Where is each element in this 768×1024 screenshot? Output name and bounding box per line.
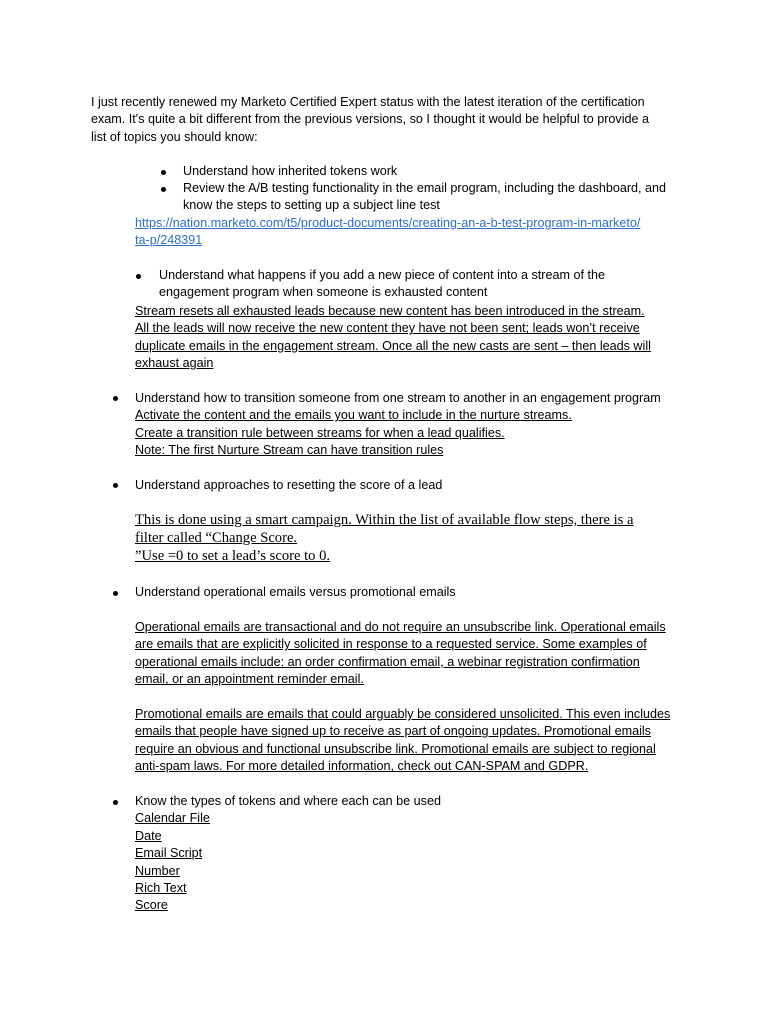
bullet-icon [113, 591, 118, 596]
topic-label: Understand approaches to resetting the score of a lead [135, 478, 443, 492]
hyperlink-line[interactable]: ta-p/248391 [135, 233, 203, 248]
answer-line: duplicate emails in the engagement stream. Once all the new casts are sent – then leads will [135, 338, 651, 353]
answer-line: All the leads will now receive the new content they have not been sent; leads won’t receive [135, 321, 640, 336]
intro-line: I just recently renewed my Marketo Certified Expert status with the latest iteration of the certification [91, 95, 645, 109]
bullet-icon [113, 483, 118, 488]
token-type-item: Score [135, 898, 168, 913]
stream-content-answer [135, 303, 651, 373]
topic-label: engagement program when someone is exhausted content [159, 285, 488, 300]
ab-test-link[interactable] [135, 215, 640, 250]
answer-line: filter called “Change Score. [135, 529, 298, 546]
token-type-item: Calendar File [135, 811, 210, 826]
intro-line: list of topics you should know: [91, 129, 258, 144]
answer-line: anti-spam laws. For more detailed information, check out CAN-SPAM and GDPR. [135, 759, 589, 774]
topic-label: Know the types of tokens and where each can be used [135, 794, 441, 808]
score-reset-answer [135, 512, 633, 565]
token-type-item: Date [135, 828, 162, 843]
bullet-icon [161, 170, 166, 175]
answer-line: Create a transition rule between streams for when a lead qualifies. [135, 425, 505, 440]
answer-line: require an obvious and functional unsubscribe link. Promotional emails are subject to regional [135, 741, 656, 756]
promotional-emails-paragraph [135, 706, 670, 776]
answer-line: Promotional emails are emails that could arguably be considered unsolicited. This even includes [135, 707, 671, 721]
intro-line: exam. It's quite a bit different from the previous versions, so I thought it would be helpful to provide a [91, 112, 650, 127]
bullet-icon [161, 187, 166, 192]
answer-line: Stream resets all exhausted leads because new content has been introduced in the stream. [135, 304, 645, 318]
topic-score-reset [135, 477, 442, 494]
answer-line: operational emails include: an order confirmation email, a webinar registration confirmation [135, 654, 640, 669]
topic-stream-content [159, 267, 605, 302]
token-type-item: Email Script [135, 846, 203, 861]
topic-label: Understand operational emails versus promotional emails [135, 585, 456, 599]
topic-label: Understand how to transition someone from one stream to another in an engagement program [135, 391, 661, 405]
answer-line: Note: The first Nurture Stream can have transition rules [135, 443, 444, 458]
topic-label: know the steps to setting up a subject line test [183, 198, 440, 213]
answer-line: are emails that are explicitly solicited in response to a requested service. Some examples of [135, 637, 647, 652]
hyperlink-line[interactable]: https://nation.marketo.com/t5/product-documents/creating-an-a-b-test-program-in-marketo/ [135, 216, 641, 230]
token-type-item: Rich Text [135, 881, 187, 896]
intro-paragraph [91, 94, 649, 146]
topic-email-types [135, 584, 456, 601]
topic-label: Understand how inherited tokens work [183, 164, 398, 178]
topic-token-types [135, 793, 441, 915]
bullet-icon [113, 396, 118, 401]
bullet-icon [136, 274, 141, 279]
bullet-icon [113, 800, 118, 805]
operational-emails-paragraph [135, 619, 666, 689]
answer-line: email, or an appointment reminder email. [135, 672, 364, 687]
answer-line: emails that people have signed up to receive as part of ongoing updates. Promotional emails [135, 724, 651, 739]
answer-line: ”Use =0 to set a lead’s score to 0. [135, 547, 331, 564]
topic-ab-testing [183, 180, 666, 215]
answer-line: This is done using a smart campaign. Within the list of available flow steps, there is a [135, 512, 634, 528]
answer-line: exhaust again [135, 356, 214, 371]
topic-label: Understand what happens if you add a new piece of content into a stream of the [159, 268, 605, 282]
answer-line: Activate the content and the emails you want to include in the nurture streams. [135, 408, 572, 423]
answer-line: Operational emails are transactional and do not require an unsubscribe link. Operational emails [135, 620, 666, 634]
topic-label: Review the A/B testing functionality in the email program, including the dashboard, and [183, 181, 667, 195]
topic-inherited-tokens [183, 163, 397, 180]
topic-transition [135, 390, 661, 460]
token-type-item: Number [135, 863, 180, 878]
